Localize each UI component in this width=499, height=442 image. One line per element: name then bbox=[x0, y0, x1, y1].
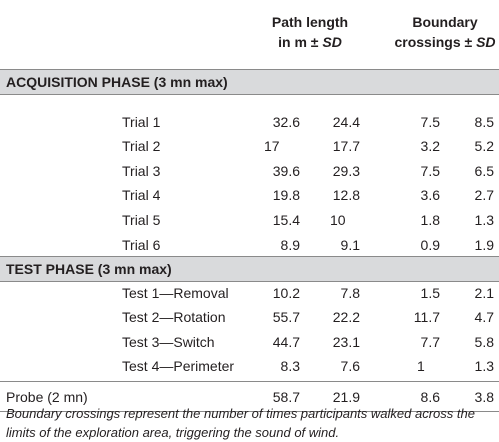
row-label: Test 2—Rotation bbox=[122, 309, 226, 325]
crossings-cell: 0.9 bbox=[420, 237, 440, 253]
crossings-sd-cell: 4.7 bbox=[474, 309, 494, 325]
path-length-cell: 17 bbox=[264, 138, 280, 154]
crossings-sd-cell: 1.3 bbox=[474, 358, 494, 374]
crossings-sd-cell: 5.2 bbox=[474, 138, 494, 154]
row-label: Trial 4 bbox=[122, 187, 161, 203]
path-length-cell: 10.2 bbox=[272, 285, 300, 301]
section-rule-acquisition bbox=[0, 94, 499, 95]
crossings-cell: 1.5 bbox=[420, 285, 440, 301]
crossings-cell: 3.6 bbox=[420, 187, 440, 203]
path-length-cell: 44.7 bbox=[272, 334, 300, 350]
path-length-cell: 19.8 bbox=[272, 187, 300, 203]
section-title-acquisition: ACQUISITION PHASE (3 mn max) bbox=[6, 74, 228, 90]
path-length-cell: 55.7 bbox=[272, 309, 300, 325]
row-label: Trial 2 bbox=[122, 138, 161, 154]
row-label: Trial 6 bbox=[122, 237, 161, 253]
path-sd-cell: 24.4 bbox=[332, 114, 360, 130]
path-sd-cell: 12.8 bbox=[332, 187, 360, 203]
path-length-cell: 39.6 bbox=[272, 163, 300, 179]
path-length-cell: 15.4 bbox=[272, 212, 300, 228]
crossings-cell: 1 bbox=[417, 358, 425, 374]
header-cross-line1: Boundary bbox=[412, 14, 478, 30]
path-sd-cell: 21.9 bbox=[332, 389, 360, 405]
crossings-sd-cell: 3.8 bbox=[474, 389, 494, 405]
path-sd-cell: 10 bbox=[330, 212, 346, 228]
section-title-test: TEST PHASE (3 mn max) bbox=[6, 261, 172, 277]
path-sd-cell: 17.7 bbox=[332, 138, 360, 154]
crossings-sd-cell: 1.9 bbox=[474, 237, 494, 253]
probe-rule-top bbox=[0, 381, 499, 382]
crossings-cell: 3.2 bbox=[420, 138, 440, 154]
header-path-line2: in m ± SD bbox=[278, 34, 342, 50]
crossings-sd-cell: 8.5 bbox=[474, 114, 494, 130]
crossings-cell: 8.6 bbox=[420, 389, 440, 405]
path-sd-cell: 29.3 bbox=[332, 163, 360, 179]
row-label: Trial 1 bbox=[122, 114, 161, 130]
crossings-sd-cell: 2.1 bbox=[474, 285, 494, 301]
header-boundary-crossings bbox=[385, 12, 499, 52]
crossings-sd-cell: 5.8 bbox=[474, 334, 494, 350]
path-length-cell: 58.7 bbox=[272, 389, 300, 405]
path-sd-cell: 7.8 bbox=[340, 285, 360, 301]
crossings-cell: 11.7 bbox=[413, 309, 440, 325]
path-sd-cell: 23.1 bbox=[332, 334, 360, 350]
path-length-cell: 32.6 bbox=[272, 114, 300, 130]
crossings-sd-cell: 2.7 bbox=[474, 187, 494, 203]
row-label: Test 4—Perimeter bbox=[122, 358, 235, 374]
row-label: Trial 5 bbox=[122, 212, 161, 228]
path-sd-cell: 7.6 bbox=[340, 358, 360, 374]
row-label: Trial 3 bbox=[122, 163, 161, 179]
header-cross-line2: crossings ± SD bbox=[394, 34, 496, 50]
header-path-length bbox=[255, 12, 365, 52]
crossings-sd-cell: 1.3 bbox=[474, 212, 494, 228]
crossings-cell: 1.8 bbox=[420, 212, 440, 228]
path-sd-cell: 22.2 bbox=[332, 309, 360, 325]
row-label: Test 3—Switch bbox=[122, 334, 215, 350]
path-length-cell: 8.3 bbox=[280, 358, 300, 374]
path-length-cell: 8.9 bbox=[280, 237, 300, 253]
header-path-line1: Path length bbox=[271, 14, 349, 30]
crossings-cell: 7.5 bbox=[420, 163, 440, 179]
path-sd-cell: 9.1 bbox=[340, 237, 360, 253]
crossings-sd-cell: 6.5 bbox=[474, 163, 494, 179]
row-label: Test 1—Removal bbox=[122, 285, 229, 301]
crossings-cell: 7.5 bbox=[420, 114, 440, 130]
section-rule-test bbox=[0, 281, 499, 282]
probe-label: Probe (2 mn) bbox=[6, 389, 88, 405]
crossings-cell: 7.7 bbox=[420, 334, 440, 350]
table-footnote: Boundary crossings represent the number of times participants walked across the limits of the exploration area, triggering the sound of wind. bbox=[6, 406, 475, 440]
